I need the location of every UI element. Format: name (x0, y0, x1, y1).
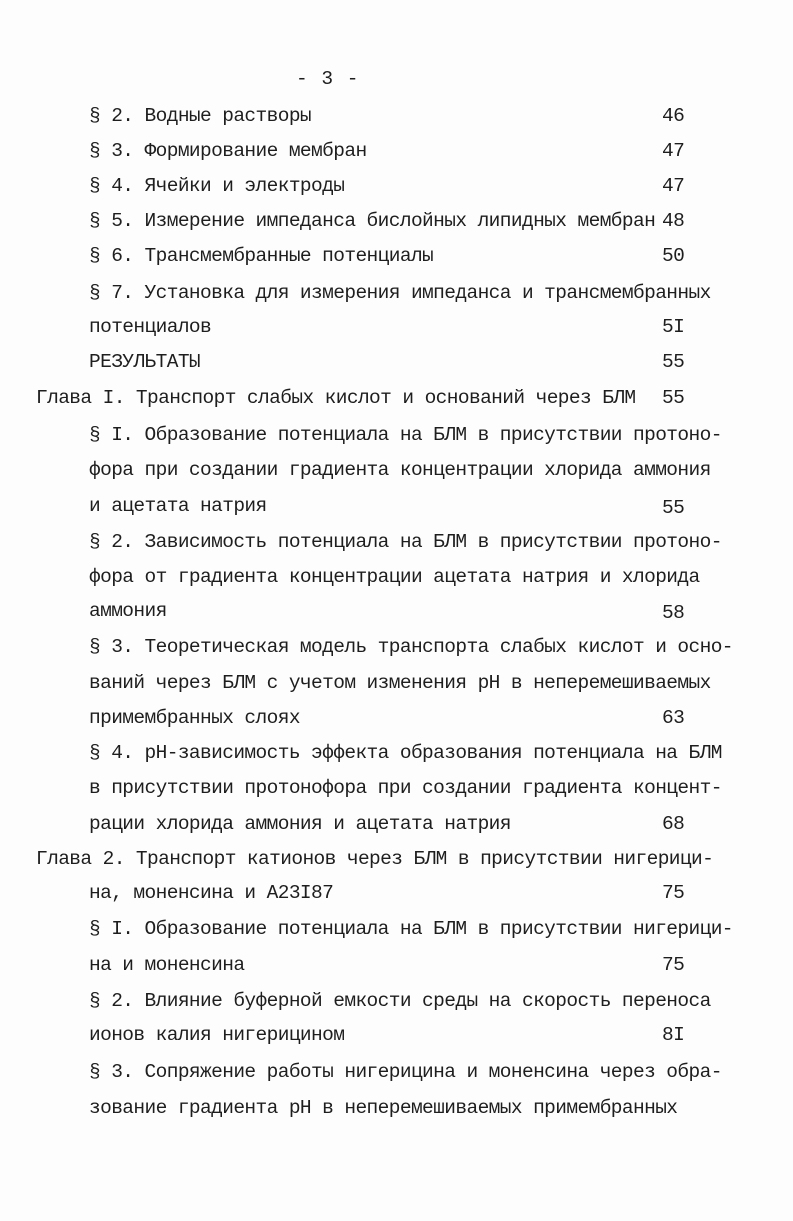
toc-entry-continuation: на и моненсина (89, 954, 245, 976)
toc-entry-page: 48 (662, 210, 685, 232)
toc-entry-page: 5I (662, 316, 685, 338)
toc-entry-continuation: потенциалов (89, 316, 212, 338)
toc-entry-page: 75 (662, 882, 685, 904)
toc-entry-continuation: в присутствии протонофора при создании градиента концент- (89, 777, 722, 799)
toc-entry-text: § I. Образование потенциала на БЛМ в присутствии протоно- (89, 424, 722, 446)
toc-entry-continuation: ионов калия нигерицином (89, 1024, 345, 1046)
toc-entry-continuation: и ацетата натрия (89, 495, 267, 517)
toc-entry-text: § 7. Установка для измерения импеданса и трансмембранных (89, 282, 711, 304)
toc-entry-continuation: фора при создании градиента концентрации хлорида аммония (89, 459, 711, 481)
toc-entry-text: § 6. Трансмембранные потенциалы (89, 245, 434, 267)
toc-entry-continuation: зование градиента рН в неперемешиваемых примембранных (89, 1097, 678, 1119)
toc-entry-text: § 2. Зависимость потенциала на БЛМ в присутствии протоно- (89, 531, 722, 553)
toc-entry-continuation: фора от градиента концентрации ацетата натрия и хлорида (89, 566, 700, 588)
toc-chapter-title: Глава 2. Транспорт катионов через БЛМ в присутствии нигерици- (36, 848, 714, 870)
toc-chapter-title: Глава I. Транспорт слабых кислот и оснований через БЛМ (36, 387, 636, 409)
toc-entry-page: 8I (662, 1024, 685, 1046)
toc-entry-page: 55 (662, 387, 685, 409)
toc-entry-text: § 4. рН-зависимость эффекта образования потенциала на БЛМ (89, 742, 722, 764)
toc-entry-text: § I. Образование потенциала на БЛМ в присутствии нигерици- (89, 918, 733, 940)
toc-entry-text: § 2. Водные растворы (89, 105, 312, 127)
toc-entry-text: § 4. Ячейки и электроды (89, 175, 345, 197)
toc-entry-page: 58 (662, 602, 685, 624)
toc-entry-text: § 3. Формирование мембран (89, 140, 367, 162)
page-number: - 3 - (296, 68, 360, 90)
toc-section-heading: РЕЗУЛЬТАТЫ (89, 351, 201, 373)
toc-entry-text: § 3. Сопряжение работы нигерицина и моненсина через обра- (89, 1061, 722, 1083)
toc-entry-page: 47 (662, 140, 685, 162)
toc-entry-text: § 5. Измерение импеданса бислойных липидных мембран (89, 210, 656, 232)
toc-entry-continuation: ваний через БЛМ с учетом изменения рН в неперемешиваемых (89, 672, 711, 694)
toc-entry-page: 68 (662, 813, 685, 835)
toc-entry-continuation: на, моненсина и А23I87 (89, 882, 334, 904)
toc-entry-page: 63 (662, 707, 685, 729)
toc-entry-page: 47 (662, 175, 685, 197)
toc-entry-page: 55 (662, 351, 685, 373)
toc-entry-text: § 3. Теоретическая модель транспорта слабых кислот и осно- (89, 636, 733, 658)
toc-entry-continuation: рации хлорида аммония и ацетата натрия (89, 813, 511, 835)
toc-entry-page: 50 (662, 245, 685, 267)
toc-entry-page: 75 (662, 954, 685, 976)
toc-entry-page: 46 (662, 105, 685, 127)
toc-entry-continuation: примембранных слоях (89, 707, 300, 729)
toc-entry-continuation: аммония (89, 600, 167, 622)
toc-entry-text: § 2. Влияние буферной емкости среды на скорость переноса (89, 990, 711, 1012)
toc-entry-page: 55 (662, 497, 685, 519)
